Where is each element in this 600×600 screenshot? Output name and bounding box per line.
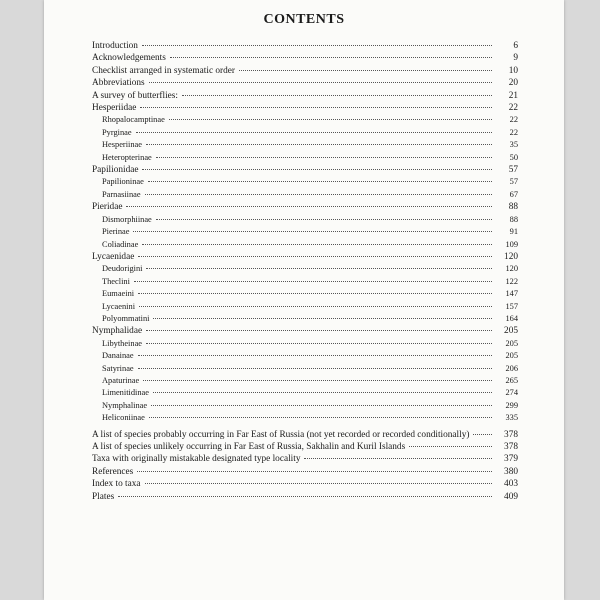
toc-entry-title: Polyommatini: [102, 313, 150, 323]
toc-page-number: 91: [509, 227, 518, 237]
dot-leader: [156, 156, 492, 158]
toc-subentry: [92, 226, 518, 238]
toc-entry-title: Introduction: [92, 41, 138, 51]
toc-subentry: [92, 276, 518, 288]
toc-page-number: 120: [505, 264, 518, 274]
toc-entry-title: Pyrginae: [102, 127, 132, 137]
toc-entry-title: A list of species probably occurring in Far East of Russia (not yet recorded or recorded conditionally): [92, 429, 470, 440]
toc-page-number: 88: [508, 202, 518, 213]
toc-entry-title: Nymphalidae: [92, 326, 143, 337]
toc-entry-title: Heteropterinae: [102, 152, 152, 162]
dot-leader: [170, 56, 492, 58]
toc-entry: [92, 429, 518, 441]
toc-page-number: 122: [505, 276, 518, 286]
toc-entry-title: References: [92, 466, 134, 477]
toc-entry-title: Checklist arranged in systematic order: [92, 65, 236, 76]
toc-entry-title: Lycaenini: [102, 301, 136, 311]
dot-leader: [146, 329, 492, 331]
toc-entry-title: Heliconiinae: [102, 413, 145, 423]
toc-subentry: [92, 189, 518, 201]
toc-page-number: 205: [505, 338, 518, 348]
dot-leader: [149, 81, 492, 83]
toc-entry-title: Taxa with originally mistakable designated type locality: [92, 454, 301, 465]
toc-subentry: [92, 363, 518, 375]
toc-subentry: [92, 214, 518, 226]
dot-leader: [151, 404, 492, 406]
toc-page-number: 22: [508, 103, 518, 114]
toc-entry-title: Satyrinae: [102, 363, 134, 373]
dot-leader: [138, 367, 492, 369]
toc-entry: [92, 40, 518, 52]
toc-subentry: [92, 127, 518, 139]
toc-subentry: [92, 114, 518, 126]
dot-leader: [142, 44, 492, 46]
dot-leader: [139, 305, 492, 307]
toc-page-number: 265: [505, 375, 518, 385]
toc-entry-title: Papilioninae: [102, 177, 144, 187]
toc-page-number: 157: [505, 301, 518, 311]
dot-leader: [182, 94, 492, 96]
dot-leader: [169, 118, 492, 120]
toc-subentry: [92, 400, 518, 412]
toc-page-number: 50: [509, 152, 518, 162]
toc-page-number: 120: [504, 251, 518, 262]
toc-page-number: 35: [509, 140, 518, 150]
toc-page-number: 20: [508, 78, 518, 89]
toc-entry-title: A list of species unlikely occurring in Far East of Russia, Sakhalin and Kuril Islands: [92, 442, 406, 452]
toc-page-number: 88: [509, 214, 518, 224]
toc-page-number: 22: [509, 115, 518, 125]
dot-leader: [138, 255, 492, 257]
toc-page-number: 335: [505, 413, 518, 423]
toc-page-number: 9: [513, 53, 518, 64]
toc-subentry: [92, 152, 518, 164]
toc-page-number: 57: [509, 177, 518, 187]
toc-entry-title: Plates: [92, 491, 115, 502]
toc-page-number: 403: [504, 479, 518, 490]
toc-entry-title: Coliadinae: [102, 239, 139, 249]
dot-leader: [138, 354, 492, 356]
dot-leader: [146, 267, 492, 269]
dot-leader: [134, 280, 492, 282]
table-of-contents: [92, 40, 518, 503]
toc-subentry: [92, 350, 518, 362]
toc-entry-title: Dismorphiinae: [102, 214, 152, 224]
dot-leader: [142, 243, 492, 245]
dot-leader: [142, 168, 492, 170]
dot-leader: [304, 457, 492, 459]
toc-entry: [92, 77, 518, 89]
toc-entry: [92, 491, 518, 503]
toc-page-number: 10: [508, 65, 518, 76]
dot-leader: [156, 218, 492, 220]
toc-page-number: 67: [509, 189, 518, 199]
toc-subentry: [92, 412, 518, 424]
toc-subentry: [92, 338, 518, 350]
toc-entry: [92, 453, 518, 465]
dot-leader: [239, 69, 492, 71]
toc-entry-title: Danainae: [102, 351, 134, 361]
page-title: CONTENTS: [263, 12, 345, 27]
toc-entry: [92, 102, 518, 114]
toc-entry: [92, 325, 518, 337]
toc-entry: [92, 164, 518, 176]
toc-page-number: 21: [508, 90, 518, 101]
dot-leader: [149, 416, 492, 418]
dot-leader: [409, 445, 492, 447]
toc-entry-title: Eumaeini: [102, 289, 135, 299]
toc-page-number: 299: [505, 400, 518, 410]
toc-page-number: 6: [513, 41, 518, 51]
toc-subentry: [92, 387, 518, 399]
toc-entry: [92, 441, 518, 453]
dot-leader: [137, 470, 492, 472]
toc-subentry: [92, 139, 518, 151]
dot-leader: [145, 193, 492, 195]
toc-subentry: [92, 263, 518, 275]
toc-entry: [92, 65, 518, 77]
toc-entry-title: Deudorigini: [102, 264, 143, 274]
toc-subentry: [92, 301, 518, 313]
toc-page-number: 205: [505, 351, 518, 361]
toc-page-number: 109: [505, 239, 518, 249]
toc-entry-title: Hesperiidae: [92, 103, 137, 114]
dot-leader: [126, 205, 492, 207]
toc-entry-title: Apaturinae: [102, 375, 140, 385]
toc-entry-title: Lycaenidae: [92, 251, 135, 262]
dot-leader: [146, 342, 492, 344]
toc-subentry: [92, 375, 518, 387]
dot-leader: [138, 292, 492, 294]
toc-entry: [92, 52, 518, 64]
dot-leader: [133, 230, 492, 232]
toc-entry-title: Parnasiinae: [102, 189, 141, 199]
toc-entry-title: Theclini: [102, 276, 130, 286]
dot-leader: [136, 131, 492, 133]
toc-entry-title: Pieridae: [92, 202, 123, 213]
toc-subentry: [92, 239, 518, 251]
toc-entry-title: Hesperiinae: [102, 140, 142, 150]
dot-leader: [118, 495, 492, 497]
toc-page-number: 57: [508, 165, 518, 176]
dot-leader: [145, 482, 492, 484]
toc-subentry: [92, 176, 518, 188]
dot-leader: [143, 379, 492, 381]
book-page: [44, 0, 564, 600]
toc-entry: [92, 466, 518, 478]
toc-entry-title: Index to taxa: [92, 479, 141, 490]
toc-entry-title: Papilionidae: [92, 165, 139, 176]
toc-page-number: 22: [509, 127, 518, 137]
toc-page-number: 380: [504, 466, 518, 477]
toc-entry-title: A survey of butterflies:: [92, 90, 178, 101]
toc-entry: [92, 478, 518, 490]
toc-page-number: 164: [505, 313, 518, 323]
toc-entry-title: Abbreviations: [92, 78, 145, 89]
toc-page-number: 378: [504, 429, 518, 440]
toc-page-number: 205: [504, 326, 518, 337]
toc-entry: [92, 90, 518, 102]
toc-page-number: 274: [505, 388, 518, 398]
toc-entry-title: Pierinae: [102, 227, 130, 237]
toc-subentry: [92, 313, 518, 325]
dot-leader: [473, 433, 492, 435]
dot-leader: [153, 391, 492, 393]
toc-entry-title: Libytheinae: [102, 338, 142, 348]
toc-subentry: [92, 288, 518, 300]
toc-entry: [92, 201, 518, 213]
toc-page-number: 147: [505, 289, 518, 299]
toc-entry: [92, 251, 518, 263]
toc-entry-title: Nymphalinae: [102, 400, 148, 410]
toc-page-number: 206: [505, 363, 518, 373]
toc-entry-title: Rhopalocamptinae: [102, 115, 165, 125]
dot-leader: [153, 317, 492, 319]
dot-leader: [140, 106, 492, 108]
toc-entry-title: Acknowledgements: [92, 53, 166, 64]
dot-leader: [146, 143, 492, 145]
toc-page-number: 378: [504, 442, 518, 452]
toc-page-number: 409: [504, 491, 518, 502]
dot-leader: [148, 180, 492, 182]
toc-entry-title: Limenitidinae: [102, 388, 149, 398]
toc-page-number: 379: [504, 454, 518, 465]
